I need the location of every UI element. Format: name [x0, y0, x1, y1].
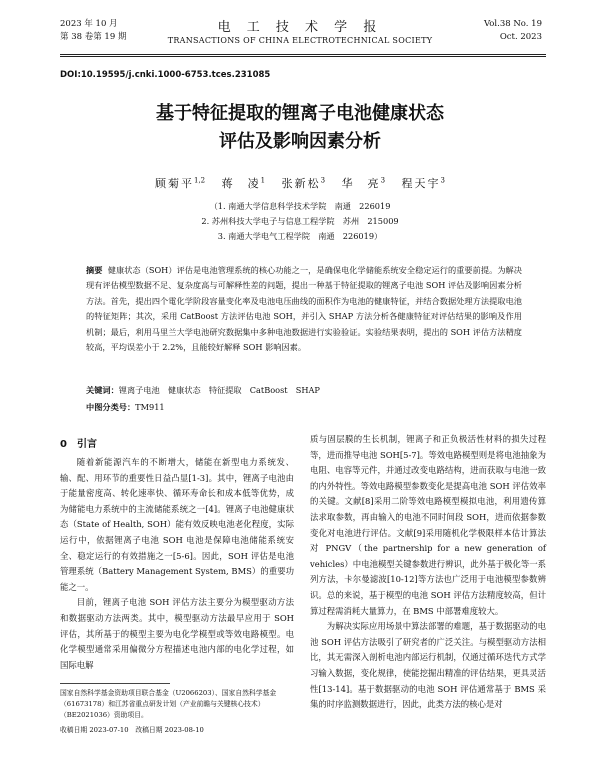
affiliations: [0, 199, 600, 244]
author: 蒋 凌$^1$: [221, 176, 266, 190]
paragraph: 质与固层膜的生长机制，锂离子和正负极活性材料的损失过程等，进而推导电池 SOH[5-7]。等效电路模型则是将电池抽象为电阻、电容等元件，并通过改变电路结构，进而获取与电池一致的内外特性。等效电路模型参数变化是提高电池 SOH 评估效率的关键。文献[8]采用二阶等效电路模型模拟电池，利用遗传算法求取参数，再由输入的电池不同时间段 SOH，进而依据参数变化对电池进行评估。文献[9]采用随机化学极限样本估计算法对 PNGV（the partnership for a new generation of vehicles）中电池模型关键参数进行辨识，此外基于极化等一系列方法，卡尔曼滤波[10-12]等方法也广泛用于电池模型参数辨识。总的来说，基于模型的电池 SOH 评估方法精度较高，但计算过程需消耗大量算力，在 BMS 中部署难度较大。: [310, 434, 546, 616]
author: 程天宇$^3$: [401, 176, 445, 190]
doi[interactable]: DOI:10.19595/j.cnki.1000-6753.tces.231085: [60, 70, 271, 80]
body-column-right: [310, 432, 546, 713]
title-line-2: 评估及影响因素分析: [219, 131, 381, 152]
received-date: 收稿日期 2023-07-10 改稿日期 2023-08-10: [60, 726, 204, 734]
issue-date: 2023 年 10 月: [60, 19, 118, 29]
volume-issue-en: Vol.38 No. 19: [483, 19, 542, 29]
month-year-en: Oct. 2023: [499, 32, 542, 42]
paper-title: [0, 100, 600, 156]
clc-code: TM911: [135, 402, 165, 412]
classification: [86, 402, 522, 413]
header-rule-bottom: [60, 56, 546, 57]
author: 华 亮$^3$: [341, 176, 386, 190]
paragraph: 随着新能源汽车的不断增大，储能在新型电力系统发、输、配、用环节的重要性日益凸显[1-3]。其中，锂离子电池由于能量密度高、转化速率快、循环寿命长和成本低等优势，成为储能电力系统中的主流储能系统之一[4]。锂离子电池健康状态（State of Health, SOH）能有效反映电池老化程度，实际运行中，依据锂离子电池 SOH 电池是保障电池储能系统安全、稳定运行的有效措施之一[5-6]。因此，SOH 评估是电池管理系统（Battery Management System, BMS）的重要功能之一。: [60, 457, 294, 592]
author: 顾菊平$^{1,2}$: [154, 176, 206, 190]
abstract-label: 摘要: [86, 265, 103, 275]
paragraph: 为解决实际应用场景中算法部署的难题，基于数据驱动的电池 SOH 评估方法吸引了研究者的广泛关注。与模型驱动方法相比，其无需深入剖析电池内部运行机制，仅通过循环迭代方式学习输入数据，变化规律，使能挖掘出精准的评估结果，更具灵活性[13-14]。基于数据驱动的电池 SOH 评估通常基于 BMS 采集的时序监测数据进行，因此，此类方法的核心是对: [310, 621, 546, 710]
keywords: [86, 385, 522, 396]
header-rule-top: [60, 54, 546, 55]
section-heading: 0 引言: [60, 439, 97, 450]
keywords-text: 锂离子电池 健康状态 特征提取 CatBoost SHAP: [118, 385, 320, 395]
affiliation-line: 3. 南通大学电气工程学院 南通 226019）: [217, 231, 383, 241]
body-column-left: [60, 455, 294, 673]
author-list: [0, 175, 600, 191]
title-line-1: 基于特征提取的锂离子电池健康状态: [156, 103, 444, 124]
clc-label: 中图分类号：: [86, 402, 136, 412]
funding-footnote: 国家自然科学基金资助项目联合基金（U2066203）、国家自然科学基金（61673178）和江苏省重点研发计划（产业前瞻与关键核心技术）（BE2021036）资助项目。: [60, 689, 277, 719]
abstract-text: 健康状态（SOH）评估是电池管理系统的核心功能之一，是确保电化学储能系统安全稳定运行的重要前提。为解决现有评估模型数据不足、复杂度高与可解释性差的问题，提出一种基于特征提取的锂离子电池 SOH 评估及影响因素分析方法。首先，提出四个電化学阶段容量变化率及电池电压曲线的面积作为电池的健康特征，并结合数据处理方法提取电池的特征矩阵；其次，采用 CatBoost 方法评估电池 SOH，并引入 SHAP 方法分析各健康特征对评估结果的影响及作用机制；最后，利用马里兰大学电池研究数据集中多种电池数据进行实验验证。实验结果表明，提出的 SOH 评估方法精度较高，平均误差小于 2.2%，且能较好解释 SOH 影响因素。: [86, 265, 522, 353]
keywords-label: 关键词：: [86, 385, 119, 395]
header-right: [484, 18, 542, 44]
affiliation-line: 2. 苏州科技大学电子与信息工程学院 苏州 215009: [201, 216, 399, 226]
footnote-rule: [60, 683, 170, 684]
volume-issue-cn: 第 38 卷第 19 期: [60, 32, 127, 42]
paragraph: 目前，锂离子电池 SOH 评估方法主要分为模型驱动方法和数据驱动方法两类。其中，模型驱动方法最早应用于 SOH 评估，其所基于的模型主要为电化学模型或等效电路模型。电化学模型通常采用偏微分方程描述电池内部的电化学过程，如国际电解: [60, 597, 294, 670]
journal-name-en: TRANSACTIONS OF CHINA ELECTROTECHNICAL SOCIETY: [167, 36, 433, 45]
abstract: [86, 263, 522, 355]
journal-header: [0, 14, 600, 54]
journal-name-cn: 电 工 技 术 学 报: [217, 20, 383, 35]
author: 张新松$^3$: [281, 176, 326, 190]
affiliation-line: （1. 南通大学信息科学技术学院 南通 226019: [209, 201, 391, 211]
